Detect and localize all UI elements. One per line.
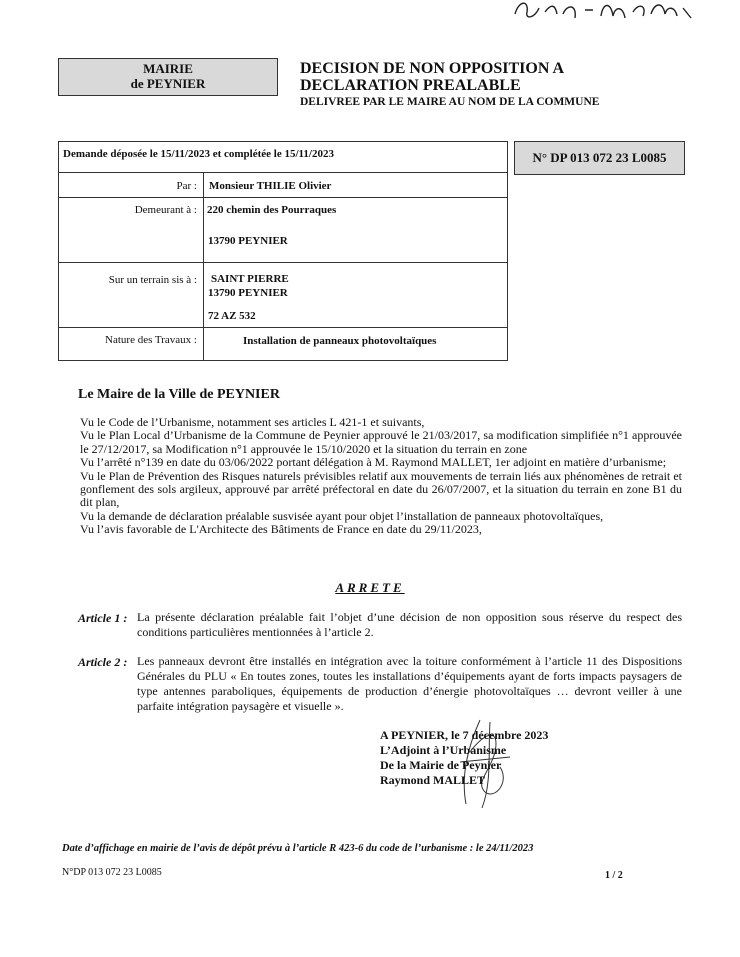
article-2-label: Article 2 : xyxy=(78,655,128,669)
terrain-line3: 72 AZ 532 xyxy=(208,310,256,322)
mairie-box xyxy=(58,58,278,96)
mairie-line2: de PEYNIER xyxy=(130,76,206,91)
signature-block xyxy=(380,728,548,788)
article-1-text: La présente déclaration préalable fait l’objet d’une décision de non opposition sous réserve du respect des conditions particulières mentionnées à l’article 2. xyxy=(137,610,682,639)
row-divider xyxy=(59,327,507,328)
row-divider xyxy=(59,197,507,198)
request-table xyxy=(58,141,508,361)
demeurant-line2: 13790 PEYNIER xyxy=(208,235,288,247)
par-label: Par : xyxy=(176,180,197,192)
signature-place-date: A PEYNIER, le 7 décembre 2023 xyxy=(380,728,549,742)
document-title xyxy=(300,60,564,94)
par-value: Monsieur THILIE Olivier xyxy=(209,180,332,192)
vu-paragraph: Vu la demande de déclaration préalable susvisée ayant pour objet l’installation de panneaux photovoltaïques, xyxy=(80,508,604,523)
title-line2: DECLARATION PREALABLE xyxy=(300,77,521,94)
footer-reference: N°DP 013 072 23 L0085 xyxy=(62,867,162,878)
maire-heading: Le Maire de la Ville de PEYNIER xyxy=(78,387,280,402)
article-2-text: Les panneaux devront être installés en intégration avec la toiture conformément à l’article 11 des Dispositions Générales du PLU « En toutes zones, toutes les installations d’équipements ayant de forts impacts paysagers de type antennes paraboliques, équipements de production d’énergie photovoltaïques … devront veiller à une parfaite intégration paysagère et visuelle ». xyxy=(137,654,682,713)
vu-paragraph: Vu le Code de l’Urbanisme, notamment ses articles L 421-1 et suivants, xyxy=(80,415,425,429)
mairie-line1: MAIRIE xyxy=(143,61,193,76)
signature-title: L’Adjoint à l’Urbanisme xyxy=(380,743,507,757)
arrete-text: ARRETE xyxy=(335,580,405,595)
deposit-row: Demande déposée le 15/11/2023 et complétée le 15/11/2023 xyxy=(59,142,507,173)
demeurant-label: Demeurant à : xyxy=(134,204,197,216)
demeurant-line1: 220 chemin des Pourraques xyxy=(207,204,337,216)
nature-label: Nature des Travaux : xyxy=(105,334,197,346)
terrain-line2: 13790 PEYNIER xyxy=(208,287,288,299)
handwritten-annotation xyxy=(505,0,705,24)
table-divider xyxy=(203,173,204,360)
row-divider xyxy=(59,262,507,263)
dp-number-box: N° DP 013 072 23 L0085 xyxy=(514,141,685,175)
signature-organisation: De la Mairie de Peynier xyxy=(380,758,502,772)
affichage-note: Date d’affichage en mairie de l’avis de dépôt prévu à l’article R 423-6 du code de l’urbanisme : le 24/11/2023 xyxy=(62,843,534,854)
arrete-heading xyxy=(0,580,740,596)
nature-value: Installation de panneaux photovoltaïques xyxy=(243,335,437,347)
document-subtitle: DELIVREE PAR LE MAIRE AU NOM DE LA COMMUNE xyxy=(300,96,600,108)
terrain-line1: SAINT PIERRE xyxy=(211,273,289,285)
vu-paragraph: Vu le Plan de Prévention des Risques naturels prévisibles relatif aux mouvements de terrain liés aux phénomènes de retrait et gonflement des sols argileux, approuvé par arrêté préfectoral en date du 26/07/2007, et la situation du terrain en zone B1 du dit plan, xyxy=(80,468,682,510)
article-1-label: Article 1 : xyxy=(78,611,128,625)
vu-block xyxy=(80,416,682,537)
vu-paragraph: Vu l’arrêté n°139 en date du 03/06/2022 portant délégation à M. Raymond MALLET, 1er adjoint en matière d’urbanisme; xyxy=(80,455,667,470)
title-line1: DECISION DE NON OPPOSITION A xyxy=(300,60,565,77)
signature-name: Raymond MALLET xyxy=(380,773,486,787)
vu-paragraph: Vu l’avis favorable de L'Architecte des Bâtiments de France en date du 29/11/2023, xyxy=(80,522,482,537)
terrain-label: Sur un terrain sis à : xyxy=(108,274,197,286)
page-number: 1 / 2 xyxy=(605,870,623,881)
vu-paragraph: Vu le Plan Local d’Urbanisme de la Commune de Peynier approuvé le 21/03/2017, sa modification simplifiée n°1 approuvée le 27/12/2017, sa Modification n°1 approuvée le 15/10/2020 et la situation du terrain en zone xyxy=(80,428,682,456)
